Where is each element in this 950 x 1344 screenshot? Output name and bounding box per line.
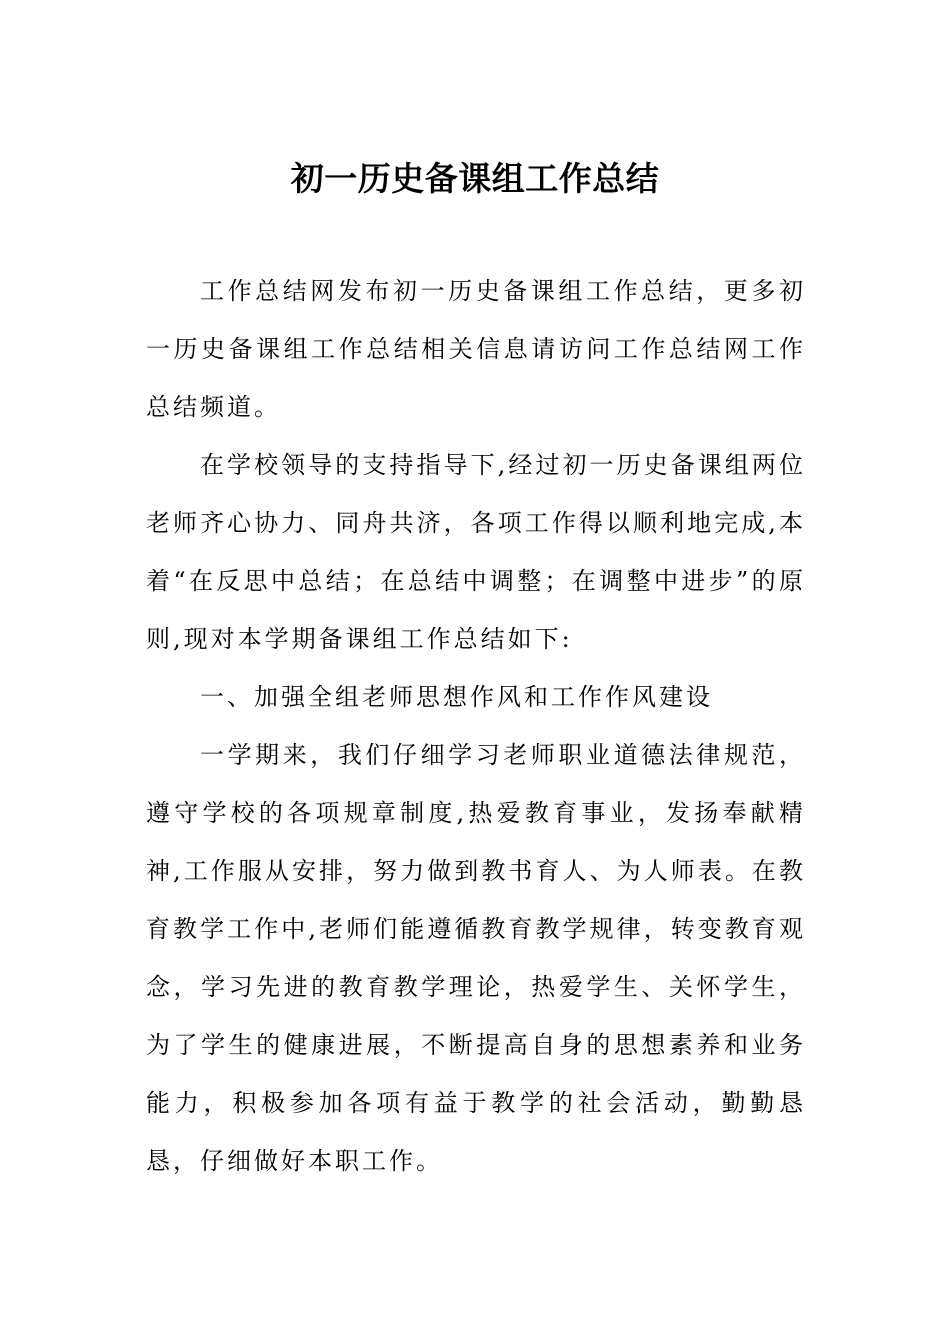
paragraph-section-1: 一学期来，我们仔细学习老师职业道德法律规范，遵守学校的各项规章制度,热爱教育事业，发扬奉献精神,工作服从安排，努力做到教书育人、为人师表。在教育教学工作中,老师们能遵循教育教学规律，转变教育观念，学习先进的教育教学理论，热爱学生、关怀学生，为了学生的健康进展，不断提高自身的思想素养和业务能力，积极参加各项有益于教学的社会活动，勤勤恳恳，仔细做好本职工作。 [146, 741, 806, 1175]
section-heading-1: 一、加强全组老师思想作风和工作作风建设 [200, 683, 713, 711]
paragraph-intro: 工作总结网发布初一历史备课组工作总结，更多初一历史备课组工作总结相关信息请访问工作总结网工作总结频道。 [146, 277, 806, 421]
document-body [146, 262, 806, 1190]
paragraph-preface: 在学校领导的支持指导下,经过初一历史备课组两位老师齐心协力、同舟共济，各项工作得以顺利地完成,本着“在反思中总结；在总结中调整；在调整中进步”的原则,现对本学期备课组工作总结如下: [146, 451, 806, 653]
document-title: 初一历史备课组工作总结 [290, 159, 660, 198]
